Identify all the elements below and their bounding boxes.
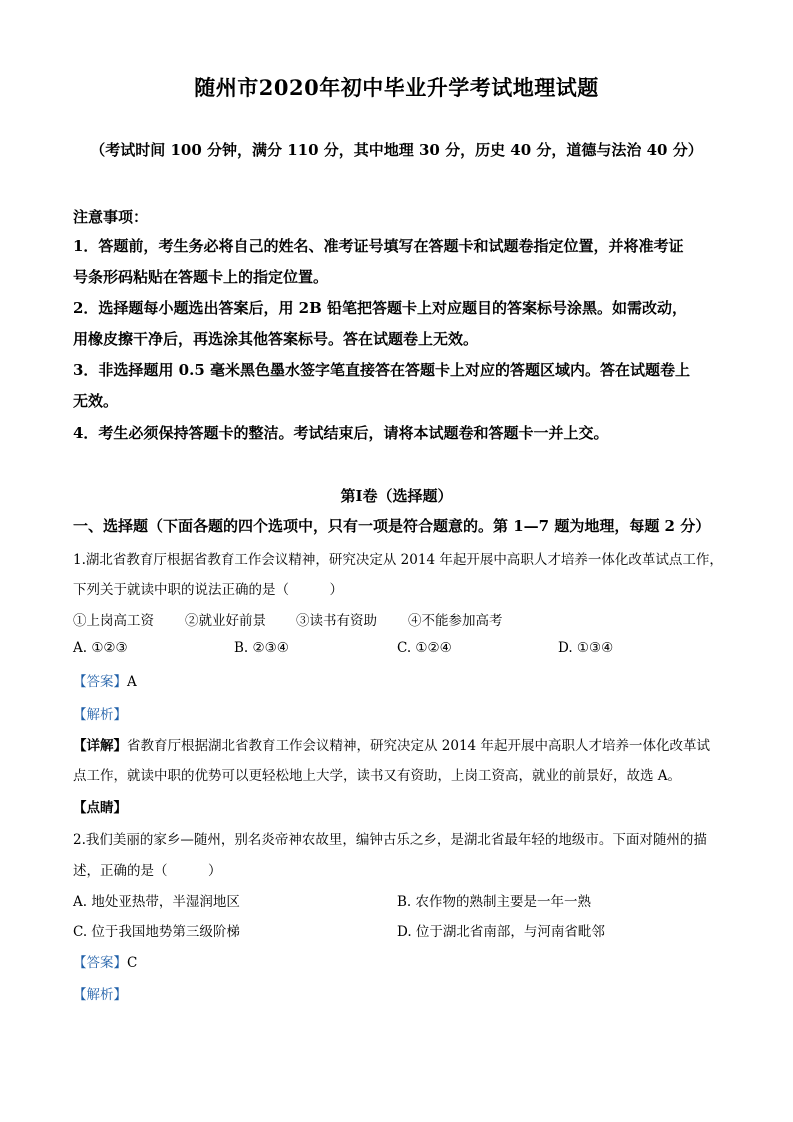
- q1-comment-tag: 【点睛】: [73, 800, 127, 816]
- q1-analysis-tag: 【解析】: [73, 707, 127, 723]
- q1-option-d: D. ①③④: [558, 640, 614, 656]
- q1-answer-tag: 【答案】: [73, 674, 127, 690]
- q1-statement-3: ③读书有资助: [296, 613, 377, 629]
- q1-statement-2: ②就业好前景: [185, 613, 266, 629]
- q1-statement-4: ④不能参加高考: [408, 613, 503, 629]
- notice-item-3-line-2: 无效。: [73, 392, 119, 410]
- q1-answer: A: [127, 674, 137, 690]
- section-heading: 第Ⅰ卷（选择题）: [340, 487, 453, 505]
- q1-statement-1: ①上岗高工资: [73, 613, 154, 629]
- exam-info: （考试时间 100 分钟，满分 110 分，其中地理 30 分，历史 40 分，道德与法治 40 分）: [90, 141, 703, 159]
- notice-item-1-line-2: 号条形码粘贴在答题卡上的指定位置。: [73, 268, 329, 286]
- q2-option-b: B. 农作物的熟制主要是一年一熟: [397, 894, 592, 910]
- notice-item-2-line-2: 用橡皮擦干净后，再选涂其他答案标号。答在试题卷上无效。: [73, 330, 479, 348]
- q1-option-a: A. ①②③: [73, 640, 128, 656]
- notice-item-3-line-1: 3．非选择题用 0.5 毫米黑色墨水签字笔直接答在答题卡上对应的答题区域内。答在试题卷上: [73, 361, 690, 379]
- q2-analysis-tag: 【解析】: [73, 987, 127, 1003]
- q2-stem-line-2: 述，正确的是（ ）: [73, 863, 222, 879]
- q2-answer: C: [127, 955, 138, 971]
- q2-option-d: D. 位于湖北省南部，与河南省毗邻: [397, 924, 605, 940]
- notice-item-4: 4．考生必须保持答题卡的整洁。考试结束后，请将本试题卷和答题卡一并上交。: [73, 424, 609, 442]
- notice-item-2-line-1: 2．选择题每小题选出答案后，用 2B 铅笔把答题卡上对应题目的答案标号涂黑。如需改动，: [73, 299, 688, 317]
- page-title: 随州市2020年初中毕业升学考试地理试题: [194, 75, 599, 100]
- q2-stem-line-1: 2.我们美丽的家乡—随州，别名炎帝神农故里，编钟古乐之乡，是湖北省最年轻的地级市。下面对随州的描: [73, 832, 707, 848]
- q1-stem-line-2: 下列关于就读中职的说法正确的是（ ）: [73, 582, 343, 598]
- q2-answer-tag: 【答案】: [73, 955, 127, 971]
- q2-option-c: C. 位于我国地势第三级阶梯: [73, 924, 240, 940]
- notice-heading: 注意事项：: [73, 208, 149, 226]
- q1-detail-line-2: 点工作，就读中职的优势可以更轻松地上大学，读书又有资助，上岗工资高，就业的前景好，故选 A。: [73, 768, 682, 784]
- q1-detail-line-1: 省教育厅根据湖北省教育工作会议精神，研究决定从 2014 年起开展中高职人才培养一体化改革试: [127, 738, 710, 754]
- q2-option-a: A. 地处亚热带，半湿润地区: [73, 894, 240, 910]
- notice-item-1-line-1: 1．答题前，考生务必将自己的姓名、准考证号填写在答题卡和试题卷指定位置，并将准考证: [73, 237, 684, 255]
- q1-option-c: C. ①②④: [397, 640, 452, 656]
- part-title: 一、选择题（下面各题的四个选项中，只有一项是符合题意的。第 1—7 题为地理，每题 2 分）: [73, 517, 711, 535]
- q1-detail-tag: 【详解】: [73, 738, 127, 754]
- q1-stem-line-1: 1.湖北省教育厅根据省教育工作会议精神，研究决定从 2014 年起开展中高职人才培养一体化改革试点工作，: [73, 552, 723, 568]
- q1-option-b: B. ②③④: [234, 640, 289, 656]
